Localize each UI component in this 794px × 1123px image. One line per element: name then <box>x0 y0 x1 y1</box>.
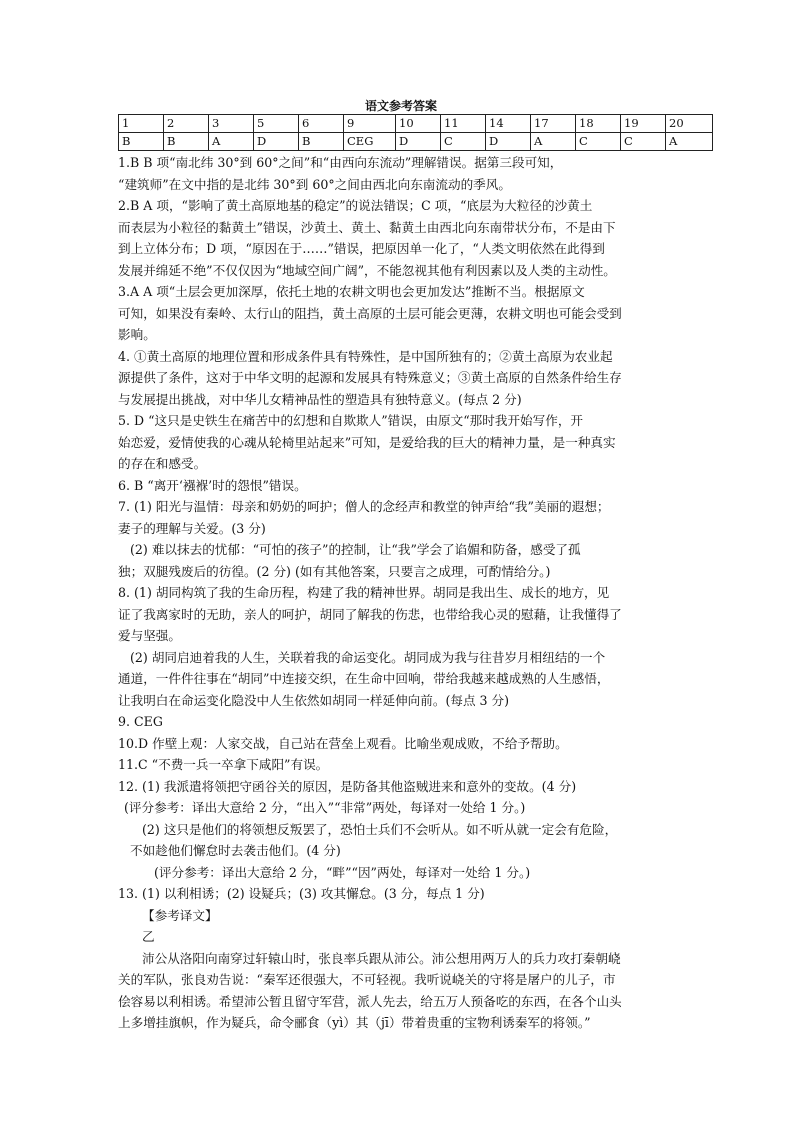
text-line: 3.A A 项“土层会更加深厚，依托土地的农耕文明也会更加发达”推断不当。根据原文 <box>118 284 585 299</box>
text-line: 爱与坚强。 <box>118 628 181 643</box>
answer-cell: D <box>254 133 299 151</box>
text-line: 发展并绵延不绝”不仅仅因为“地域空间广阔”，不能忽视其他有利因素以及人类的主动性。 <box>118 262 616 278</box>
question-number-cell: 14 <box>486 115 531 133</box>
text-line: 不如趁他们懈怠时去袭击他们。(4 分) <box>130 843 341 858</box>
answer-cell: B <box>164 133 209 151</box>
text-line: 源提供了条件，这对于中华文明的起源和发展具有特殊意义；③黄土高原的自然条件给生存 <box>118 370 622 385</box>
text-line: 9. CEG <box>118 714 163 729</box>
text-line: 1.B B 项“南北纬 30°到 60°之间”和“由西向东流动”理解错误。据第三段可知， <box>118 155 563 170</box>
text-line: 妻子的理解与关爱。(3 分) <box>118 520 266 536</box>
answer-cell: CEG <box>344 133 396 151</box>
text-line: (评分参考：译出大意给 2 分，“畔”“因”两处，每译对一处给 1 分。) <box>154 864 531 880</box>
text-line: 始恋爱，爱情使我的心魂从轮椅里站起来”可知，是爱给我的巨大的精神力量，是一种真实 <box>118 434 616 450</box>
text-line: 乙 <box>142 929 155 944</box>
text-line: 13. (1) 以利相诱；(2) 设疑兵；(3) 攻其懈怠。(3 分，每点 1 分) <box>118 886 485 901</box>
question-number-cell: 6 <box>299 115 344 133</box>
question-number-cell: 9 <box>344 115 396 133</box>
text-line: 关的军队，张良劝告说：“秦军还很强大，不可轻视。我听说峣关的守将是屠户的儿子，市 <box>118 972 616 987</box>
question-number-cell: 2 <box>164 115 209 133</box>
answer-cell: A <box>531 133 576 151</box>
text-line: 让我明白在命运变化隐没中人生依然如胡同一样延伸向前。(每点 3 分) <box>118 692 510 708</box>
text-line: 侩容易以利相诱。希望沛公暂且留守军营，派人先去，给五万人预备吃的东西，在各个山头 <box>118 993 622 1009</box>
answer-cell: A <box>209 133 254 151</box>
text-line: 5. D “这只是史铁生在痛苦中的幻想和自欺欺人”错误，由原文“那时我开始写作，开 <box>118 413 584 428</box>
text-line: 通道，一件件往事在“胡同”中连接交织，在生命中回响，带给我越来越成熟的人生感悟， <box>118 671 610 686</box>
question-number-cell: 17 <box>531 115 576 133</box>
text-line: (2) 难以抹去的忧郁：“可怕的孩子”的控制，让“我”学会了谄媚和防备，感受了孤 <box>130 542 581 557</box>
text-line: 而表层为小粒径的黏黄土”错误，沙黄土、黄土、黏黄土由西北向东南带状分布，不是由下 <box>118 219 616 235</box>
answer-cell: D <box>396 133 441 151</box>
text-line: 10.D 作壁上观：人家交战，自己站在营垒上观看。比喻坐观成败，不给予帮助。 <box>118 735 568 751</box>
question-number-cell: 18 <box>576 115 621 133</box>
text-line: 2.B A 项，“影响了黄土高原地基的稳定”的说法错误；C 项，“底层为大粒径的沙黄土 <box>118 198 593 213</box>
answer-cell: B <box>119 133 164 151</box>
answer-cell: B <box>299 133 344 151</box>
answer-cell: D <box>486 133 531 151</box>
text-line: 6. B “离开‘襁褓’时的怨恨”错误。 <box>118 477 307 493</box>
text-line: 8. (1) 胡同构筑了我的生命历程，构建了我的精神世界。胡同是我出生、成长的地方，见 <box>118 585 610 600</box>
text-line: 7. (1) 阳光与温情：母亲和奶奶的呵护；僧人的念经声和教堂的钟声给“我”美丽的遐想； <box>118 499 610 514</box>
question-number-cell: 19 <box>621 115 666 133</box>
question-number-cell: 3 <box>209 115 254 133</box>
text-line: (2) 胡同启迪着我的人生，关联着我的命运变化。胡同成为我与往昔岁月相纽结的一个 <box>130 649 606 665</box>
text-line: 与发展提出挑战，对中华儿女精神品性的塑造具有独特意义。(每点 2 分) <box>118 391 522 407</box>
question-number-row <box>119 115 713 133</box>
answer-cell: C <box>441 133 486 151</box>
text-line: 的存在和感受。 <box>118 456 207 471</box>
question-number-cell: 10 <box>396 115 441 133</box>
document-title: 语文参考答案 <box>364 99 437 113</box>
text-line: 沛公从洛阳向南穿过轩辕山时，张良率兵跟从沛公。沛公想用两万人的兵力攻打秦朝峣 <box>142 950 621 966</box>
text-line: 12. (1) 我派遣将领把守函谷关的原因，是防备其他盗贼进来和意外的变故。(4 分) <box>118 778 577 794</box>
answer-cell: C <box>621 133 666 151</box>
text-line: “建筑师”在文中指的是北纬 30°到 60°之间由西北向东南流动的季风。 <box>118 176 511 192</box>
text-line: 可知，如果没有秦岭、太行山的阻挡，黄土高原的土层可能会更薄，农耕文明也可能会受到 <box>118 305 622 321</box>
explanations <box>118 152 684 1034</box>
text-line: 上多增挂旗帜，作为疑兵，命令郦食（yì）其（jī）带着贵重的宝物利诱秦军的将领。” <box>118 1015 591 1030</box>
text-line: (评分参考：译出大意给 2 分，“出入”“非常”两处，每译对一处给 1 分。) <box>124 800 526 815</box>
text-line: 4. ①黄土高原的地理位置和形成条件具有特殊性，是中国所独有的；②黄土高原为农业起 <box>118 348 613 364</box>
question-number-cell: 11 <box>441 115 486 133</box>
answer-cell: C <box>576 133 621 151</box>
text-line: 独；双腿残废后的彷徨。(2 分) (如有其他答案，只要言之成理，可酌情给分。) <box>118 563 551 579</box>
answer-document <box>118 98 684 1034</box>
text-line: 到上立体分布；D 项，“原因在于……”错误，把原因单一化了，“人类文明依然在此得到 <box>118 241 605 256</box>
answer-cell: A <box>666 133 713 151</box>
text-line: 【参考译文】 <box>142 907 218 923</box>
question-number-cell: 1 <box>119 115 164 133</box>
text-line: 证了我离家时的无助，亲人的呵护，胡同了解我的伤悲，也带给我心灵的慰藉，让我懂得了 <box>118 606 622 622</box>
text-line: 11.C “不费一兵一卒拿下咸阳”有误。 <box>118 757 329 772</box>
question-number-cell: 5 <box>254 115 299 133</box>
answer-table <box>118 114 713 151</box>
question-number-cell: 20 <box>666 115 713 133</box>
text-line: (2) 这只是他们的将领想反叛罢了，恐怕士兵们不会听从。如不听从就一定会有危险， <box>142 821 618 837</box>
text-line: 影响。 <box>118 327 156 342</box>
answer-row <box>119 133 713 151</box>
